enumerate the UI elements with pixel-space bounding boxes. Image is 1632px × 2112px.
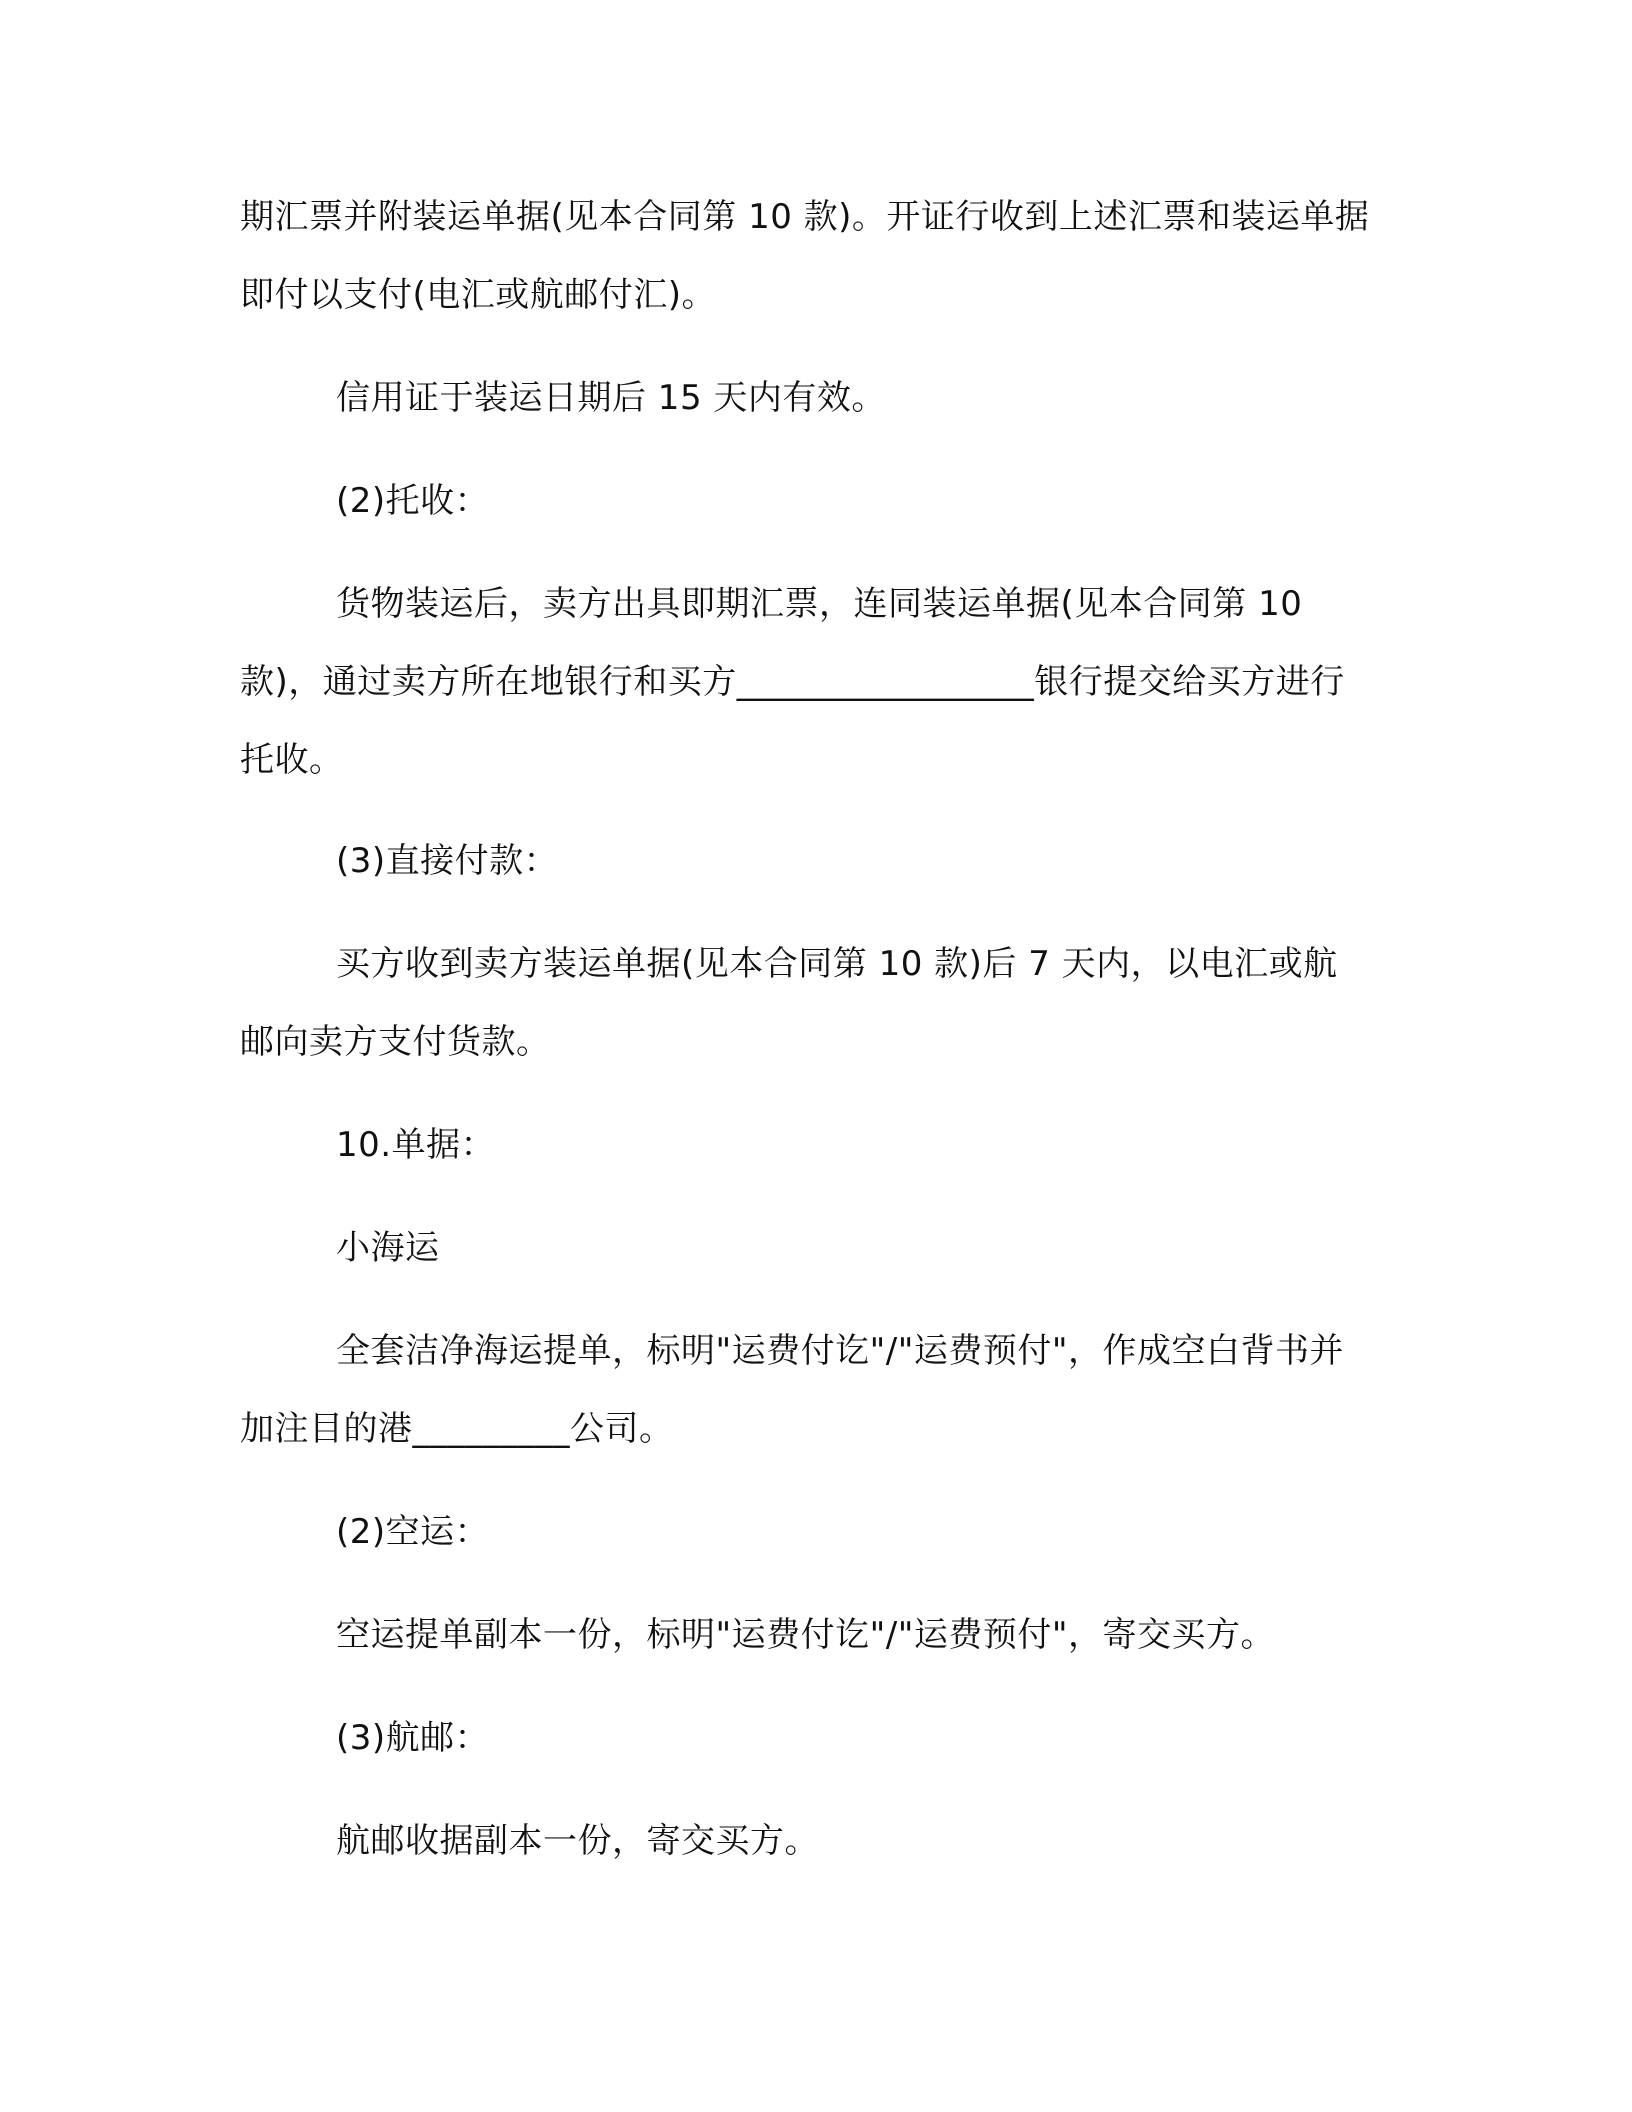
heading-air-transport: (2)空运： [336,1512,490,1552]
heading-ocean-transport: 小海运 [336,1228,440,1268]
heading-air-mail: (3)航邮： [336,1718,490,1758]
heading-collection: (2)托收： [336,481,490,521]
paragraph-direct-payment: 买方收到卖方装运单据(见本合同第 10 款)后 7 天内，以电汇或航邮向卖方支付货款。 [240,944,1338,1062]
paragraph-air-mail-receipt: 航邮收据副本一份，寄交买方。 [336,1821,819,1861]
paragraph-collection: 货物装运后，卖方出具即期汇票，连同装运单据(见本合同第 10 款)，通过卖方所在地银行和买方_________________银行提交给买方进行托收。 [240,584,1345,780]
paragraph-lc-validity: 信用证于装运日期后 15 天内有效。 [336,378,886,418]
paragraph-ocean-bill: 全套洁净海运提单，标明"运费付讫"/"运费预付"，作成空白背书并加注目的港_________公司。 [240,1331,1345,1449]
heading-documents: 10.单据： [336,1125,496,1165]
paragraph-air-bill: 空运提单副本一份，标明"运费付讫"/"运费预付"，寄交买方。 [336,1615,1276,1655]
paragraph-payment-lc-continued: 期汇票并附装运单据(见本合同第 10 款)。开证行收到上述汇票和装运单据即付以支付(电汇或航邮付汇)。 [240,197,1370,315]
heading-direct-payment: (3)直接付款： [336,841,559,881]
